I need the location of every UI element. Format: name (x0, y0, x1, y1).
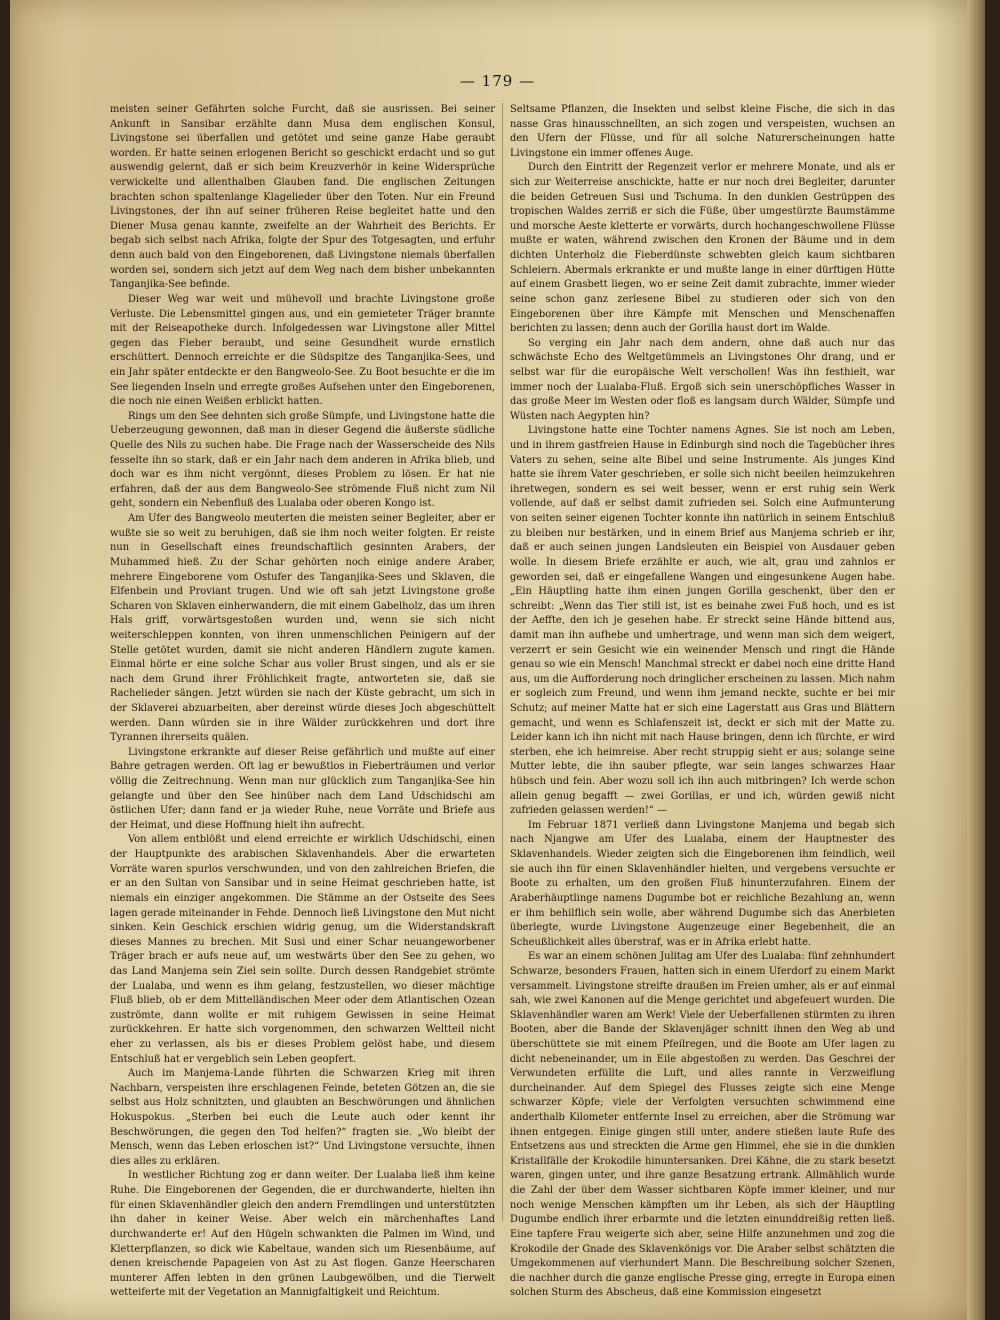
paragraph: Rings um den See dehnten sich große Sümpfe, und Livingstone hatte die Ueberzeugung gewonnen, daß man in dieser Gegend die äußerste südliche Quelle des Nils zu suchen habe. Die Frage nach der Wasserscheide des Nils fesselte ihn so stark, daß er ein Jahr nach dem anderen in Afrika blieb, und doch war es ihm nicht vergönnt, dieses Problem zu lösen. Er hat nie erfahren, daß der aus dem Bangweolo-See strömende Fluß nicht zum Nil geht, sondern ein Nebenfluß des Lualaba oder oberen Kongo ist. (110, 410, 495, 510)
paragraph: In westlicher Richtung zog er dann weiter. Der Lualaba ließ ihm keine Ruhe. Die Eingeborenen der Gegenden, die er durchwanderte, hielten ihn für einen Sklavenhändler gleich den andern Fremdlingen und unterstützten ihn daher in keiner Weise. Aber welch ein märchenhaftes Land durchwanderte er! Auf den Hügeln schwankten die Palmen im Wind, und Kletterpflanzen, so dick wie Kabeltaue, wanden sich um Riesenbäume, auf denen kreischende Papageien von Ast zu Ast flogen. Ganze Heerscharen munterer Affen lebten in den grünen Laubgewölben, und die Tierwelt wetteiferte mit der Vegetation an Mannigfaltigkeit und Reichtum. (110, 1170, 495, 1299)
paragraph: Im Februar 1871 verließ dann Livingstone Manjema und begab sich nach Njangwe am Ufer des Lualaba, einem der Hauptnester des Sklavenhandels. Wieder zeigten sich die Eingeborenen ihm feindlich, weil sie auch ihn für einen Sklavenhändler hielten, und vergebens versuchte er Boote zu erhalten, um den großen Fluß hinunterzufahren. Einem der Araberhäuptlinge namens Dugumbe bot er reichliche Bezahlung an, wenn er ihm behilflich sein wolle, aber während Dugumbe sich das Anerbieten überlegte, wurde Livingstone Augenzeuge einer Begebenheit, die an Scheußlichkeit alles überstraf, was er in Afrika erlebt hatte. (510, 819, 895, 948)
paragraph: meisten seiner Gefährten solche Furcht, daß sie ausrissen. Bei seiner Ankunft in Sansibar erzählte dann Musa dem englischen Konsul, Livingstone sei überfallen und getötet und seine ganze Habe geraubt worden. Er hatte seinen erlogenen Bericht so geschickt erdacht und so gut auswendig gelernt, daß er sich beim Kreuzverhör in keine Widersprüche verwickelte und allenthalben Glauben fand. Die englischen Zeitungen brachten schon spaltenlange Klagelieder über den Toten. Nur ein Freund Livingstones, der ihn auf seiner früheren Reise begleitet hatte und den Diener Musa genau kannte, zweifelte an der Wahrheit des Berichts. Er begab sich selbst nach Afrika, folgte der Spur des Totgesagten, und erfuhr denn auch bald von den Eingeborenen, daß Livingstone niemals überfallen worden sei, sondern sich jetzt auf dem Weg nach dem bisher unbekannten Tanganjika-See befinde. (110, 104, 495, 291)
paragraph: So verging ein Jahr nach dem andern, ohne daß auch nur das schwächste Echo des Weltgetümmels an Livingstones Ohr drang, und er selbst war für die europäische Welt verschollen! Was ihn festhielt, war immer noch der Lualaba-Fluß. Ergoß sich sein unerschöpfliches Wasser in das große Meer im Westen oder floß es langsam durch Wälder, Sümpfe und Wüsten nach Aegypten hin? (510, 337, 895, 422)
paragraph: Durch den Eintritt der Regenzeit verlor er mehrere Monate, und als er sich zur Weiterreise anschickte, hatte er nur noch drei Begleiter, darunter die beiden Getreuen Susi und Tschuma. In den dunklen Gestrüppen des tropischen Waldes zerriß er sich die Füße, über umgestürzte Baumstämme und morsche Aeste kletterte er vorwärts, durch hochangeschwollene Flüsse mußte er waten, während zwischen den Kronen der Bäume und in dem dichten Unterholz die Fieberdünste schwebten gleich kaum sichtbaren Schleiern. Abermals erkrankte er und mußte lange in einer dürftigen Hütte auf einem Grasbett liegen, wo er seine Zeit damit zubrachte, immer wieder seine schon ganz zerlesene Bibel zu studieren oder sich von den Eingeborenen über ihre Kämpfe mit Menschen und Menschenaffen berichten zu lassen; denn auch der Gorilla haust dort im Walde. (510, 162, 895, 335)
left-column (110, 103, 495, 1301)
paragraph: Es war an einem schönen Julitag am Ufer des Lualaba: fünf zehnhundert Schwarze, besonders Frauen, hatten sich in einem Uferdorf zu einem Markt versammelt. Livingstone streifte draußen im Freien umher, als er auf einmal sah, wie zwei Kanonen auf die Menge gerichtet und abgefeuert wurden. Die Sklavenhändler waren am Werk! Viele der Ueberfallenen stürmten zu ihren Booten, aber die Bande der Sklavenjäger schnitt ihnen den Weg ab und überschüttete sie mit einem Pfeilregen, und die Boote am Ufer lagen zu dicht nebeneinander, um in Eile abgestoßen zu werden. Das Geschrei der Verwundeten erfüllte die Luft, und alles rannte in Verzweiflung durcheinander. Auf dem Spiegel des Flusses zeigte sich eine Menge schwarzer Köpfe; viele der Verfolgten versuchten schwimmend eine anderthalb Kilometer entfernte Insel zu erreichen, aber die Strömung war ihnen entgegen. Einige gingen still unter, andere stießen laute Rufe des Entsetzens aus und streckten die Arme gen Himmel, ehe sie in die dunklen Kristallfälle der Krokodile hinuntersanken. Drei Kähne, die zu stark besetzt waren, gingen unter, und ihre ganze Besatzung ertrank. Allmählich wurde die Zahl der über dem Wasser sichtbaren Köpfe immer kleiner, und nur noch wenige Menschen kämpften um ihr Leben, als sich der Häuptling Dugumbe endlich ihrer erbarmte und die letzten einunddreißig retten ließ. Eine tapfere Frau weigerte sich aber, seine Hilfe anzunehmen und zog die Krokodile der Gnade des Sklavenkönigs vor. Die Araber selbst schätzten die Umgekommenen auf vierhundert Mann. Die Beschreibung solcher Szenen, die nachher durch die ganze englische Presse ging, erregte in Europa einen solchen Sturm des Abscheus, daß eine Kommission eingesetzt (510, 951, 895, 1299)
paragraph: Auch im Manjema-Lande führten die Schwarzen Krieg mit ihren Nachbarn, verspeisten ihre erschlagenen Feinde, beteten Götzen an, die sie selbst aus Holz schnitzten, und glaubten an Beschwörungen und ähnlichen Hokuspokus. „Sterben bei euch die Leute auch oder kennt ihr Beschwörungen, die gegen den Tod helfen?“ fragten sie. „Wo bleibt der Mensch, wenn das Leben erloschen ist?“ Und Livingstone versuchte, ihnen dies alles zu erklären. (110, 1068, 495, 1167)
paragraph: Livingstone erkrankte auf dieser Reise gefährlich und mußte auf einer Bahre getragen werden. Oft lag er bewußtlos in Fieberträumen und verlor völlig die Zeitrechnung. Wenn man nur glücklich zum Tanganjika-See hin gelangte und über den See hinüber nach dem Land Udschidschi am östlichen Ufer; dann fand er ja wieder Ruhe, neue Vorräte und Briefe aus der Heimat, und diese Hoffnung hielt ihn aufrecht. (110, 746, 495, 831)
newspaper-page (10, 0, 985, 1320)
page-number: — 179 — (459, 72, 536, 90)
column-divider (502, 103, 503, 1221)
right-column (510, 103, 895, 1301)
paragraph: Von allem entblößt und elend erreichte er wirklich Udschidschi, einen der Hauptpunkte des arabischen Sklavenhandels. Aber die erwarteten Vorräte waren spurlos verschwunden, und von den zahlreichen Briefen, die er an den Sultan von Sansibar und in seine Heimat geschrieben hatte, ist niemals ein einziger angekommen. Die Stämme an der Ostseite des Sees lagen gerade miteinander in Fehde. Dennoch ließ Livingstone den Mut nicht sinken. Kein Geschick erschien widrig genug, um die Widerstandskraft dieses Mannes zu brechen. Mit Susi und einer Schar neuangeworbener Träger brach er aufs neue auf, um westwärts über den See zu gehen, wo das Land Manjema sein Ziel sein sollte. Durch dessen Randgebiet strömte der Lualaba, und wenn es ihm gelang, festzustellen, wo dieser mächtige Fluß blieb, ob er dem Mittelländischen Meer oder dem Atlantischen Ozean zuströmte, dann wollte er mit ruhigem Gewissen in seine Heimat zurückkehren. Er hatte sich vorgenommen, den schwarzen Weltteil nicht eher zu verlassen, als bis er dieses Problem gelöst habe, und diesem Entschluß hat er vergeblich sein Leben geopfert. (110, 834, 495, 1065)
paragraph: Dieser Weg war weit und mühevoll und brachte Livingstone große Verluste. Die Lebensmittel gingen aus, und ein gemieteter Träger brannte mit der Reiseapotheke durch. Infolgedessen war Livingstone aller Mittel gegen das Fieber beraubt, und seine Gesundheit wurde ernstlich erschüttert. Dennoch erreichte er die Südspitze des Tanganjika-Sees, und ein Jahr später entdeckte er den Bangweolo-See. Zu Boot besuchte er die im See liegenden Inseln und erregte großes Aufsehen unter den Eingeborenen, die noch nie einen Weißen erblickt hatten. (110, 293, 495, 408)
paragraph: Seltsame Pflanzen, die Insekten und selbst kleine Fische, die sich in das nasse Gras hinausschnellten, an sich zogen und verspeisten, wuchsen an den Ufern der Flüsse, und für all solche Naturerscheinungen hatte Livingstone ein immer offenes Auge. (510, 104, 895, 159)
paragraph: Am Ufer des Bangweolo meuterten die meisten seiner Begleiter, aber er wußte sie so weit zu beruhigen, daß sie ihm noch weiter folgten. Er reiste nun in Gesellschaft eines freundschaftlich gesinnten Arabers, der Muhammed hieß. Zu der Schar gehörten noch einige andere Araber, mehrere Eingeborene vom Ostufer des Tanganjika-Sees und Sklaven, die Elfenbein und Proviant trugen. Und wie oft sah jetzt Livingstone große Scharen von Sklaven einherwandern, die mit einem Gabelholz, das um ihren Hals griff, vorwärtsgestoßen wurden und, wenn sie sich nicht weiterschleppen konnten, von ihren unmenschlichen Peinigern auf der Stelle getötet wurden, damit sie nicht anderen Händlern zugute kamen. Einmal hörte er eine solche Schar aus voller Brust singen, und als er sie nach dem Grund ihrer Fröhlichkeit fragte, antworteten sie, daß sie Rachelieder sängen. Jetzt würden sie nach der Küste gebracht, um sich in der Sklaverei abzuarbeiten, aber dereinst würde dieses Joch abgeschüttelt werden. Dann würden sie in ihre Wälder zurückkehren und dort ihre Tyrannen ihrerseits quälen. (110, 513, 495, 744)
page-edge (967, 0, 985, 1320)
paragraph: Livingstone hatte eine Tochter namens Agnes. Sie ist noch am Leben, und in ihrem gastfreien Hause in Edinburgh sind noch die Tagebücher ihres Vaters zu sehen, seine alte Bibel und seine Instrumente. Als junges Kind hatte sie ihrem Vater geschrieben, er solle sich nicht beeilen heimzukehren ihretwegen, sondern es sei weit besser, wenn er erst ruhig sein Werk vollende, auf daß er selbst damit zufrieden sei. Solch eine Aufmunterung von seiten seiner eigenen Tochter konnte ihn natürlich in seinem Entschluß zu bleiben nur bestärken, und in einem Brief aus Manjema schrieb er ihr, daß er auch seinen jungen Landsleuten ein Beispiel von Ausdauer geben wolle. In diesem Briefe erzählte er auch, wie alt, grau und zahnlos er geworden sei, daß er eingefallene Wangen und eingesunkene Augen habe. „Ein Häuptling hatte ihm einen jungen Gorilla geschenkt, über den er schreibt: „Wenn das Tier still ist, ist es beinahe zwei Fuß hoch, und es ist der Aeffte, den ich je gesehen habe. Er streckt seine Hände bittend aus, damit man ihn aufhebe und umhertrage, und wenn man sich dem weigert, verzerrt er sein Gesicht wie ein weinender Mensch und ringt die Hände genau so wie ein Mensch! Manchmal streckt er dabei noch eine dritte Hand aus, um die Aufforderung noch dringlicher erscheinen zu lassen. Mich nahm er sogleich zum Freund, und wenn ihm jemand neckte, suchte er bei mir Schutz; auf meiner Matte hat er sich eine Lagerstatt aus Gras und Blättern gemacht, und wenn es Schlafenszeit ist, deckt er sich mit der Matte zu. Leider kann ich ihn nicht mit nach Hause bringen, denn ich fürchte, er wird sterben, ehe ich heimreise. Aber recht struppig sieht er aus; solange seine Mutter lebte, die ihn sauber pflegte, war sein langes schwarzes Haar hübsch und fein. Aber wozu soll ich ihn auch mitbringen? Ich werde schon allein genug begafft — zwei Gorillas, er und ich, würden gewiß nicht zufrieden gelassen werden!“ — (510, 425, 895, 817)
